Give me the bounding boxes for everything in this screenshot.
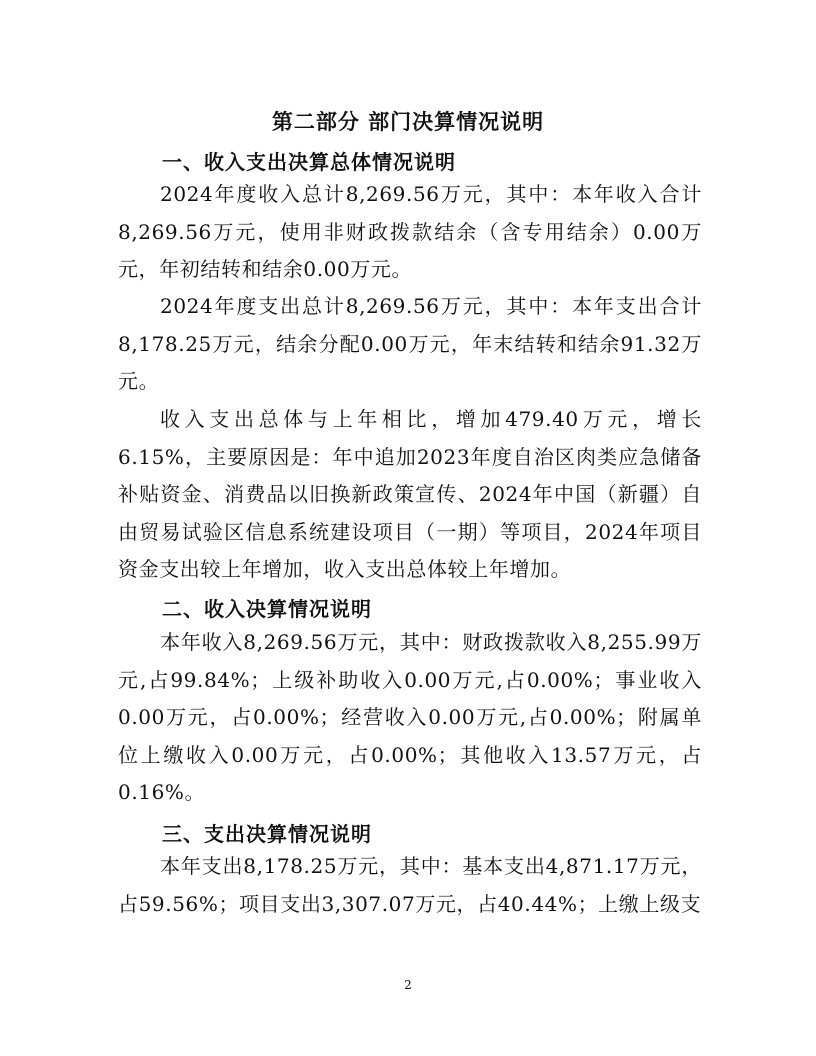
page-number: 2 — [404, 978, 412, 992]
paragraph-income-details: 本年收入8,269.56万元，其中：财政拨款收入8,255.99万元,占99.84%；上级补助收入0.00万元,占0.00%；事业收入0.00万元，占0.00%；经营收入0.00万元,占0.00%；附属单位上缴收入0.00万元，占0.00%；其他收入13.57万元，占0.16%。 — [118, 630, 702, 804]
section-heading-1: 一、收入支出决算总体情况说明 — [162, 150, 456, 174]
paragraph-income-total: 2024年度收入总计8,269.56万元，其中：本年收入合计8,269.56万元，使用非财政拨款结余（含专用结余）0.00万元，年初结转和结余0.00万元。 — [118, 182, 702, 281]
paragraph-year-comparison: 收入支出总体与上年相比，增加479.40万元，增长6.15%，主要原因是：年中追加2023年度自治区肉类应急储备补贴资金、消费品以旧换新政策宣传、2024年中国（新疆）自由贸易试验区信息系统建设项目（一期）等项目，2024年项目资金支出较上年增加，收入支出总体较上年增加。 — [118, 407, 702, 581]
section-heading-2: 二、收入决算情况说明 — [162, 597, 372, 621]
paragraph-expense-details: 本年支出8,178.25万元，其中：基本支出4,871.17万元，占59.56%；项目支出3,307.07万元，占40.44%；上缴上级支 — [118, 854, 702, 916]
paragraph-expense-total: 2024年度支出总计8,269.56万元，其中：本年支出合计8,178.25万元，结余分配0.00万元，年末结转和结余91.32万元。 — [118, 294, 702, 393]
section-heading-3: 三、支出决算情况说明 — [162, 822, 372, 846]
page-title: 第二部分 部门决算情况说明 — [271, 110, 545, 134]
